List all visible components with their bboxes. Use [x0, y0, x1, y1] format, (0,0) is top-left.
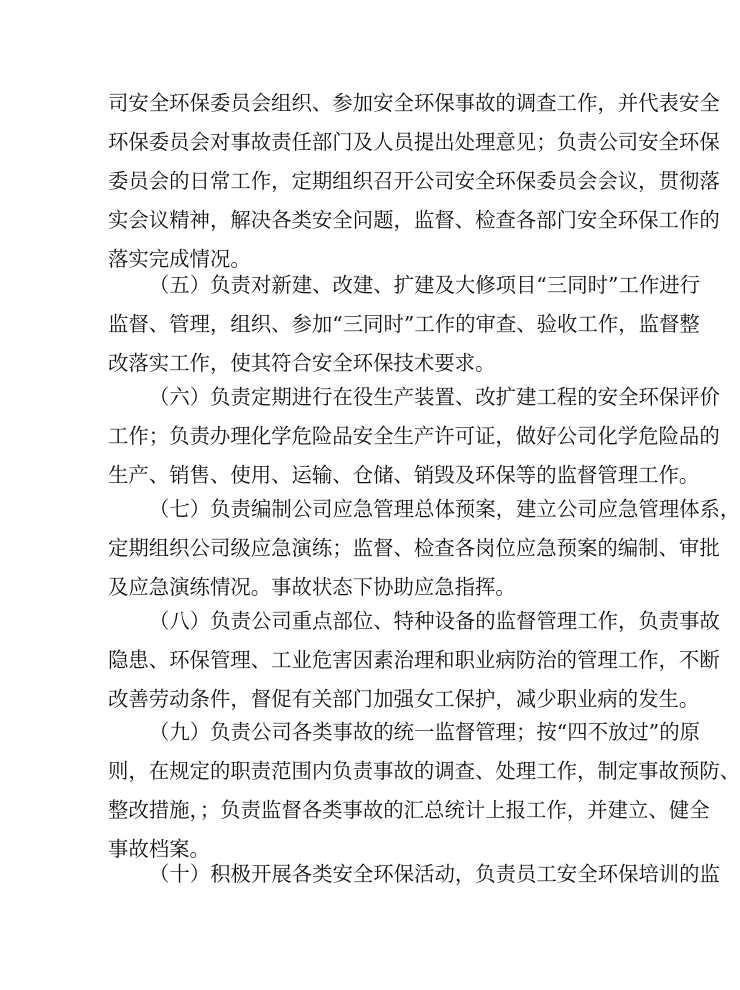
text-line: （七）负责编制公司应急管理总体预案，建立公司应急管理体系， [149, 497, 740, 521]
paragraph-item-8 [108, 602, 720, 719]
text-line: 实会议精神，解决各类安全问题，监督、检查各部门安全环保工作的 [108, 208, 720, 232]
text-line: 工作；负责办理化学危险品安全生产许可证，做好公司化学危险品的 [108, 424, 720, 448]
text-line: （六）负责定期进行在役生产装置、改扩建工程的安全环保评价 [149, 385, 720, 409]
text-line: （十）积极开展各类安全环保活动，负责员工安全环保培训的监 [149, 862, 720, 886]
text-line: 委员会的日常工作，定期组织召开公司安全环保委员会会议，贯彻落 [108, 169, 720, 193]
paragraph-item-7 [108, 490, 740, 607]
text-line: （九）负责公司各类事故的统一监督管理；按“四不放过”的原 [149, 720, 701, 744]
text-line: 环保委员会对事故责任部门及人员提出处理意见；负责公司安全环保 [108, 130, 720, 154]
text-line: （五）负责对新建、改建、扩建及大修项目“三同时”工作进行 [149, 273, 701, 297]
text-line: 及应急演练情况。事故状态下协助应急指挥。 [108, 575, 516, 599]
text-line: 监督、管理，组织、参加“三同时”工作的审查、验收工作，监督整 [108, 312, 700, 336]
text-line: 定期组织公司级应急演练；监督、检查各岗位应急预案的编制、审批 [108, 536, 720, 560]
paragraph-item-6 [108, 378, 720, 495]
paragraph-item-10 [108, 855, 720, 894]
paragraph-item-5 [108, 266, 701, 383]
text-line: 生产、销售、使用、运输、仓储、销毁及环保等的监督管理工作。 [108, 463, 700, 487]
text-line: 则，在规定的职责范围内负责事故的调查、处理工作，制定事故预防、 [108, 759, 740, 783]
text-line: 落实完成情况。 [108, 247, 251, 271]
text-line: 隐患、环保管理、工业危害因素治理和职业病防治的管理工作，不断 [108, 648, 720, 672]
paragraph-continuation [108, 84, 720, 279]
paragraph-item-9 [108, 713, 740, 869]
text-line: 事故档案。 [108, 837, 210, 861]
text-line: 整改措施，；负责监督各类事故的汇总统计上报工作，并建立、健全 [108, 798, 710, 822]
text-line: 司安全环保委员会组织、参加安全环保事故的调查工作，并代表安全 [108, 91, 720, 115]
text-line: 改落实工作，使其符合安全环保技术要求。 [108, 351, 496, 375]
text-line: （八）负责公司重点部位、特种设备的监督管理工作，负责事故 [149, 609, 720, 633]
text-line: 改善劳动条件，督促有关部门加强女工保护，减少职业病的发生。 [108, 687, 700, 711]
